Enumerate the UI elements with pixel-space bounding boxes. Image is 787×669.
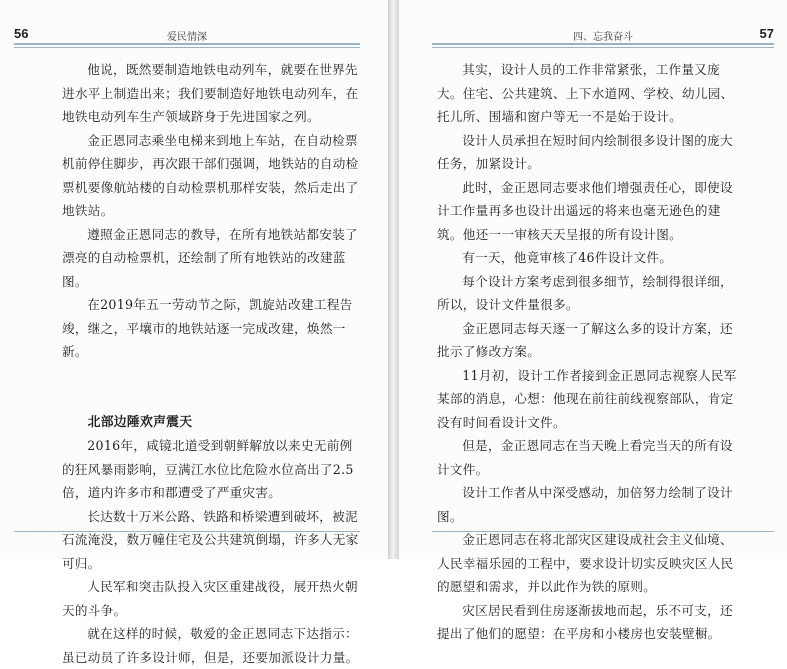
paragraph: 金正恩同志乘坐电梯来到地上车站，在自动检票机前停住脚步，再次跟干部们强调，地铁站的自动检票机要像航站楼的自动检票机那样安装，然后走出了地铁站。 bbox=[62, 132, 359, 218]
paragraph: 他说，既然要制造地铁电动列车，就要在世界先进水平上制造出来；我们要制造好地铁电动列车，在地铁电动列车生产领域跻身于先进国家之列。 bbox=[62, 62, 359, 124]
header-rule-thin bbox=[432, 47, 774, 48]
paragraph: 2016年，咸镜北道受到朝鲜解放以来史无前例的狂风暴雨影响，豆满江水位比危险水位高出了2.5倍，道内许多市和郡遭受了严重灾害。 bbox=[62, 438, 354, 500]
left-page-body bbox=[62, 58, 362, 669]
paragraph: 遵照金正恩同志的教导，在所有地铁站都安装了漂亮的自动检票机，还绘制了所有地铁站的改建蓝图。 bbox=[62, 226, 358, 289]
header-rule-thin bbox=[14, 47, 360, 48]
paragraph: 金正恩同志每天逐一了解这么多的设计方案，还批示了修改方案。 bbox=[437, 320, 733, 359]
paragraph: 设计工作者从中深受感动，加倍努力绘制了设计图。 bbox=[437, 485, 733, 524]
left-page bbox=[0, 0, 388, 665]
paragraph: 长达数十万米公路、铁路和桥梁遭到破坏，被泥石流淹没，数万幢住宅及公共建筑倒塌，许多人无家可归。 bbox=[62, 508, 359, 571]
paragraph: 此时，金正恩同志要求他们增强责任心，即使设计工作量再多也设计出遥远的将来也毫无逊色的建筑。他还一一审核天天呈报的所有设计图。 bbox=[437, 179, 733, 242]
paragraph: 有一天，他竟审核了46件设计文件。 bbox=[462, 250, 673, 265]
paragraph: 每个设计方案考虑到很多细节，绘制得很详细，所以，设计文件量很多。 bbox=[437, 273, 733, 312]
left-page-header bbox=[14, 24, 360, 46]
paragraph: 在2019年五一劳动节之际，凯旋站改建工程告竣，继之，平壤市的地铁站逐一完成改建，焕然一新。 bbox=[62, 297, 353, 359]
paragraph: 其实，设计人员的工作非常紧张，工作量又庞大。住宅、公共建筑、上下水道网、学校、幼儿园、托儿所、围墙和窗户等无一不是始于设计。 bbox=[437, 62, 734, 124]
paragraph: 但是，金正恩同志在当天晚上看完当天的所有设计文件。 bbox=[437, 438, 733, 477]
footer-rule-right bbox=[432, 531, 774, 532]
paragraph: 11月初，设计工作者接到金正恩同志视察人民军某部的消息，心想：他现在前往前线视察部队，肯定没有时间看设计文件。 bbox=[437, 367, 737, 430]
running-title-left: 爱民情深 bbox=[167, 32, 207, 43]
book-gutter bbox=[388, 0, 399, 559]
running-title-right: 四、忘我奋斗 bbox=[573, 32, 633, 43]
paragraph: 就在这样的时候，敬爱的金正恩同志下达指示：虽已动员了许多设计师，但是，还要加派设计力量。 bbox=[62, 626, 359, 665]
right-page-header bbox=[432, 24, 774, 46]
right-page-body bbox=[437, 58, 740, 646]
page-number-left: 56 bbox=[14, 26, 29, 41]
section-gap bbox=[62, 364, 362, 411]
right-page bbox=[399, 0, 787, 641]
paragraph: 人民军和突击队投入灾区重建战役，展开热火朝天的斗争。 bbox=[62, 579, 358, 618]
paragraph: 灾区居民看到住房逐渐拔地而起，乐不可支，还提出了他们的愿望：在平房和小楼房也安装壁橱。 bbox=[437, 602, 733, 641]
paragraph: 金正恩同志在将北部灾区建设成社会主义仙境、人民幸福乐园的工程中，要求设计切实反映灾区人民的愿望和需求，并以此作为铁的原则。 bbox=[437, 532, 734, 594]
paragraph: 设计人员承担在短时间内绘制很多设计图的庞大任务，加紧设计。 bbox=[437, 132, 733, 171]
footer-rule-left bbox=[14, 531, 360, 532]
header-rule-thick bbox=[432, 43, 774, 45]
page-number-right: 57 bbox=[759, 26, 774, 41]
header-rule-thick bbox=[14, 43, 360, 45]
section-heading: 北部边陲欢声震天 bbox=[87, 414, 193, 430]
